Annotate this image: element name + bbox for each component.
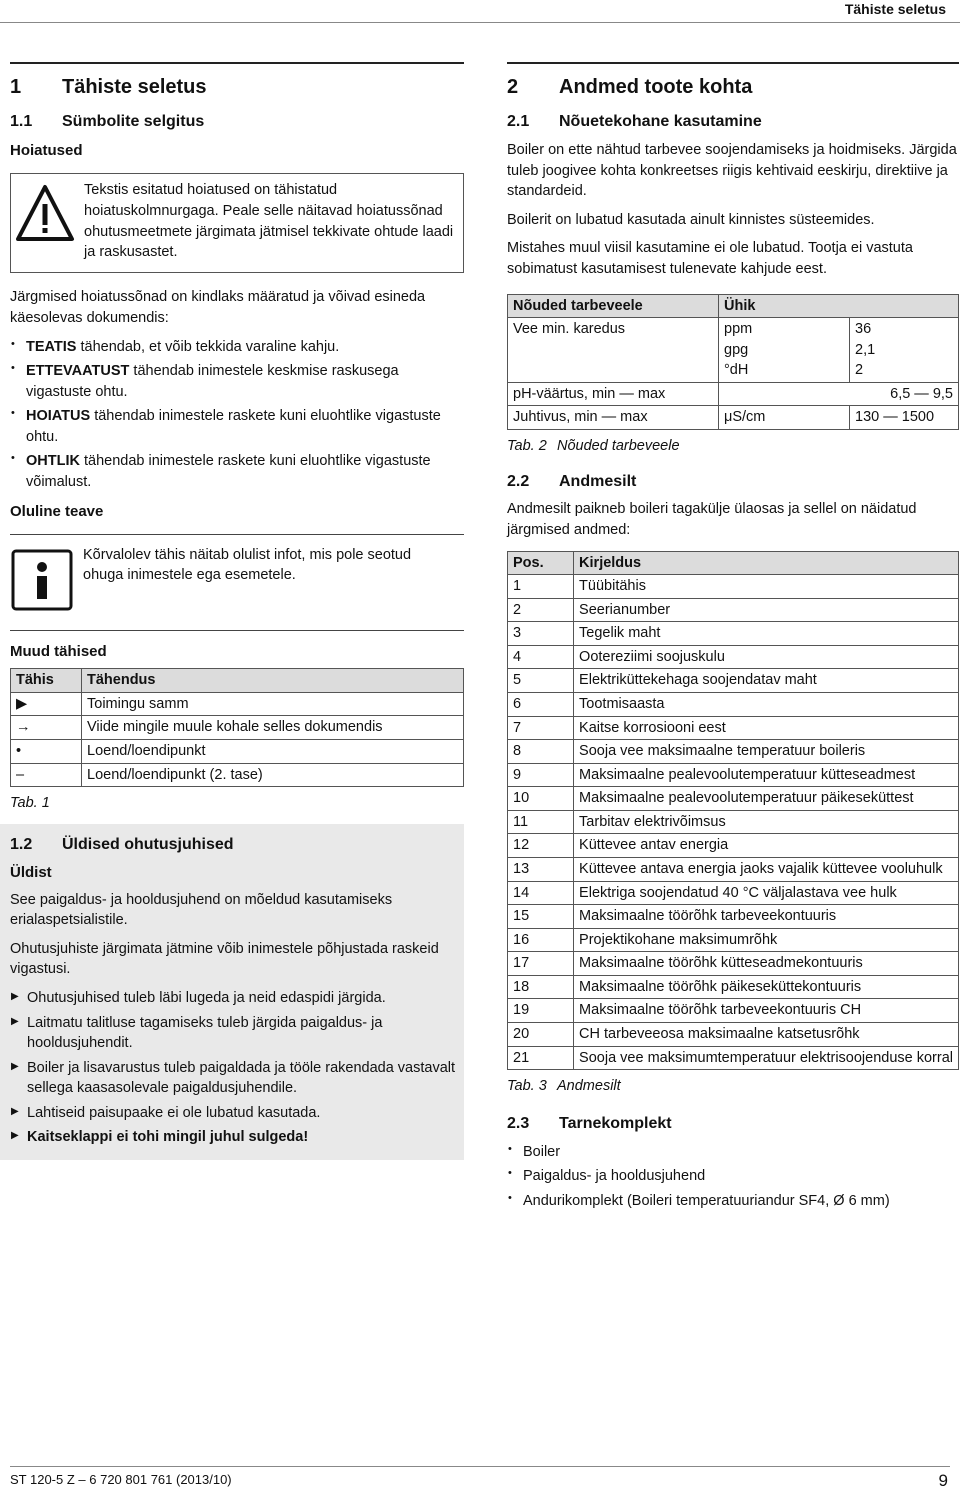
- action-step: ▶ Laitmatu talitluse tagamiseks tuleb järgida paigaldus- ja hooldusjuhendit.: [10, 1013, 460, 1054]
- desc-cell: Seerianumber: [574, 598, 959, 622]
- warnings-heading: Hoiatused: [10, 142, 83, 160]
- requirement-label: Vee min. karedus: [508, 318, 719, 383]
- value-gpg: 2,1: [855, 341, 876, 358]
- table-header: Tähis: [11, 669, 82, 693]
- section-2-heading: [507, 62, 959, 101]
- general-paragraph-1: See paigaldus- ja hooldusjuhend on mõeldud kasutamiseks erialaspetsialistile.: [10, 891, 393, 929]
- table-header: Nõuded tarbeveele: [508, 294, 719, 318]
- meaning-cell: Loend/loendipunkt (2. tase): [82, 763, 464, 787]
- list-item: [10, 361, 464, 402]
- desc-cell: Tootmisaasta: [574, 692, 959, 716]
- section-number: 2.1: [507, 113, 530, 131]
- list-item: [10, 451, 464, 492]
- pos-cell: 9: [508, 763, 574, 787]
- pos-cell: 17: [508, 952, 574, 976]
- value-dh: 2: [855, 362, 864, 379]
- desc-cell: Maksimaalne töörõhk tarbeveekontuuris: [574, 905, 959, 929]
- table-header: Kirjeldus: [574, 551, 959, 575]
- signal-description: tähendab inimestele keskmise raskusega vigastuste ohtu.: [26, 363, 399, 400]
- pos-cell: 20: [508, 1023, 574, 1047]
- pos-cell: 5: [508, 669, 574, 693]
- unit-cell: [719, 318, 850, 383]
- caption-text: Andmesilt: [557, 1078, 621, 1095]
- table-row: [508, 952, 959, 976]
- pos-cell: 4: [508, 645, 574, 669]
- table-row: [508, 406, 959, 430]
- desc-cell: Elektriga soojendatud 40 °C väljalastava vee hulk: [574, 881, 959, 905]
- other-symbols-heading: Muud tähised: [10, 642, 107, 660]
- table-header: Ühik: [719, 294, 850, 318]
- safety-actions-list: [10, 988, 460, 1148]
- warning-box-text: Tekstis esitatud hoiatused on tähistatud hoiatuskolmnurgaga. Peale selle näitavad hoiatussõnad ohutusmeetmete järgimata jätmisel tekkivate ohtude laadi ja raskusastet.: [84, 182, 454, 261]
- nameplate-intro: Andmesilt paikneb boileri tagakülje ülaosas ja sellel on näidatud järgmised andmed:: [507, 501, 917, 538]
- table-row: [508, 1046, 959, 1070]
- caption-label: Tab. 2: [507, 438, 547, 455]
- desc-cell: Maksimaalne töörõhk kütteseadmekontuuris: [574, 952, 959, 976]
- pos-cell: 15: [508, 905, 574, 929]
- signal-description: tähendab inimestele raskete kuni eluohtlike vigastuste võimalust.: [26, 453, 431, 491]
- section-title: Andmesilt: [559, 472, 637, 490]
- table-row: [508, 645, 959, 669]
- section-number: 1.2: [10, 835, 33, 853]
- pos-cell: 8: [508, 740, 574, 764]
- section-number: 2.2: [507, 472, 530, 490]
- signal-description: tähendab inimestele raskete kuni eluohtlike vigastuste ohtu.: [26, 408, 441, 445]
- table-header: Pos.: [508, 551, 574, 575]
- table-row: [508, 622, 959, 646]
- info-icon: [11, 549, 73, 618]
- desc-cell: CH tarbeveeosa maksimaalne katsetusrõhk: [574, 1023, 959, 1047]
- desc-cell: Maksimaalne pealevoolutemperatuur päikeseküttest: [574, 787, 959, 811]
- value-ppm: 36: [855, 321, 872, 338]
- table-row: [508, 382, 959, 406]
- running-title: Tähiste seletus: [844, 1, 946, 17]
- section-2-3-heading: [507, 1113, 959, 1136]
- section-title: Sümbolite selgitus: [62, 113, 205, 131]
- table-row: [508, 692, 959, 716]
- unit-ppm: ppm: [724, 321, 753, 338]
- section-title: Tähiste seletus: [62, 76, 207, 98]
- section-2-1-heading: [507, 111, 959, 134]
- info-box: [10, 534, 464, 631]
- table-header: Tähendus: [82, 669, 464, 693]
- section-title: Nõuetekohane kasutamine: [559, 113, 762, 131]
- nameplate-table: [507, 551, 959, 1071]
- section-number: 2: [507, 76, 519, 98]
- desc-cell: Kaitse korrosiooni eest: [574, 716, 959, 740]
- symbols-table: [10, 668, 464, 787]
- table-row: [11, 716, 464, 740]
- desc-cell: Elektriküttekehaga soojendatav maht: [574, 669, 959, 693]
- table-row: [508, 669, 959, 693]
- pos-cell: 18: [508, 975, 574, 999]
- delivery-list: [507, 1142, 959, 1212]
- table-row: [11, 692, 464, 716]
- action-step-bold: ▶ Kaitseklappi ei tohi mingil juhul sulgeda!: [10, 1127, 460, 1148]
- section-title: Andmed toote kohta: [559, 76, 753, 98]
- table-row: [508, 858, 959, 882]
- signal-words-intro: Järgmised hoiatussõnad on kindlaks määratud ja võivad esineda käesolevas dokumendis:: [10, 289, 426, 326]
- left-column: [10, 62, 464, 1160]
- pos-cell: 14: [508, 881, 574, 905]
- symbol-cell: –: [11, 763, 82, 787]
- caption-label: Tab. 3: [507, 1078, 547, 1095]
- intended-use-paragraph-2: Boilerit on lubatud kasutada ainult kinnistes süsteemides.: [507, 211, 875, 228]
- list-item: [10, 406, 464, 447]
- value-cell: [850, 318, 959, 383]
- pos-cell: 10: [508, 787, 574, 811]
- section-1-2-heading: [10, 834, 460, 857]
- unit-cell: μS/cm: [719, 406, 850, 430]
- desc-cell: Küttevee antav energia: [574, 834, 959, 858]
- page-footer: [10, 1466, 950, 1489]
- list-item: • Paigaldus- ja hooldusjuhend: [507, 1166, 959, 1187]
- list-item: • Boiler: [507, 1142, 959, 1163]
- desc-cell: Tarbitav elektrivõimsus: [574, 810, 959, 834]
- table-row: [508, 740, 959, 764]
- table-row: [11, 739, 464, 763]
- table-row: [508, 928, 959, 952]
- table-row: [508, 905, 959, 929]
- value-cell: 6,5 — 9,5: [719, 382, 959, 406]
- pos-cell: 19: [508, 999, 574, 1023]
- section-number: 1: [10, 76, 22, 98]
- list-item: • Andurikomplekt (Boileri temperatuuriandur SF4, Ø 6 mm): [507, 1191, 959, 1212]
- safety-section: [0, 824, 464, 1160]
- general-heading: Üldist: [10, 864, 52, 882]
- signal-word: HOIATUS: [26, 408, 91, 425]
- desc-cell: Projektikohane maksimumrõhk: [574, 928, 959, 952]
- table-header-row: [11, 669, 464, 693]
- symbol-cell: •: [11, 739, 82, 763]
- signal-description: tähendab, et võib tekkida varaline kahju.: [76, 338, 340, 355]
- desc-cell: Tegelik maht: [574, 622, 959, 646]
- section-title: Tarnekomplekt: [559, 1114, 672, 1132]
- table-row: [508, 1023, 959, 1047]
- document-code: ST 120-5 Z – 6 720 801 761 (2013/10): [10, 1472, 232, 1487]
- action-step: ▶ Lahtiseid paisupaake ei ole lubatud kasutada.: [10, 1103, 460, 1124]
- signal-word: OHTLIK: [26, 453, 80, 470]
- table-header-row: [508, 294, 959, 318]
- caption-text: Nõuded tarbeveele: [557, 438, 680, 455]
- table-header-empty: [850, 294, 959, 318]
- action-step: ▶ Ohutusjuhised tuleb läbi lugeda ja neid edaspidi järgida.: [10, 988, 460, 1009]
- section-2-2-heading: [507, 471, 959, 494]
- unit-dh: °dH: [724, 362, 749, 379]
- symbol-cell: ▶: [11, 692, 82, 716]
- signal-word: TEATIS: [26, 338, 77, 355]
- pos-cell: 1: [508, 575, 574, 599]
- desc-cell: Maksimaalne töörõhk tarbeveekontuuris CH: [574, 999, 959, 1023]
- pos-cell: 6: [508, 692, 574, 716]
- table-row: [508, 575, 959, 599]
- value-cell: 130 — 1500: [850, 406, 959, 430]
- desc-cell: Küttevee antava energia jaoks vajalik küttevee vooluhulk: [574, 858, 959, 882]
- pos-cell: 3: [508, 622, 574, 646]
- signal-words-list: [10, 337, 464, 493]
- running-header: [0, 0, 960, 23]
- meaning-cell: Viide mingile muule kohale selles dokumendis: [82, 716, 464, 740]
- table-row: [11, 763, 464, 787]
- symbol-cell: →: [11, 716, 82, 740]
- info-box-text: Kõrvalolev tähis näitab olulist infot, mis pole seotud ohuga inimestele ega esemetele.: [83, 546, 412, 584]
- desc-cell: Tüübitähis: [574, 575, 959, 599]
- table-row: [508, 834, 959, 858]
- section-number: 2.3: [507, 1114, 530, 1132]
- table-row: [508, 716, 959, 740]
- pos-cell: 12: [508, 834, 574, 858]
- action-step: ▶ Boiler ja lisavarustus tuleb paigaldada ja tööle rakendada vastavalt sellega kaasasolevale paigaldusjuhendile.: [10, 1058, 460, 1099]
- section-1-1-heading: [10, 111, 464, 134]
- desc-cell: Maksimaalne töörõhk päikeseküttekontuuris: [574, 975, 959, 999]
- section-title: Üldised ohutusjuhised: [62, 835, 234, 853]
- water-requirements-table: [507, 294, 959, 430]
- desc-cell: Sooja vee maksimumtemperatuur elektrisoojenduse korral: [574, 1046, 959, 1070]
- info-heading: Oluline teave: [10, 502, 104, 520]
- list-item: [10, 337, 464, 358]
- right-column: [507, 62, 959, 1219]
- table-3-caption: [507, 1076, 959, 1097]
- table-row: [508, 999, 959, 1023]
- table-row: [508, 318, 959, 383]
- pos-cell: 13: [508, 858, 574, 882]
- table-row: [508, 810, 959, 834]
- requirement-label: Juhtivus, min — max: [508, 406, 719, 430]
- desc-cell: Maksimaalne pealevoolutemperatuur kütteseadmest: [574, 763, 959, 787]
- warning-triangle-icon: [15, 184, 75, 251]
- table-1-caption: Tab. 1: [10, 795, 50, 812]
- intended-use-paragraph-1: Boiler on ette nähtud tarbevee soojendamiseks ja hoidmiseks. Järgida tuleb joogivee kohta konkreetses riigis kehtivaid eeskirju, direktiive ja standardeid.: [507, 142, 957, 200]
- pos-cell: 16: [508, 928, 574, 952]
- pos-cell: 2: [508, 598, 574, 622]
- desc-cell: Sooja vee maksimaalne temperatuur boileris: [574, 740, 959, 764]
- requirement-label: pH-väärtus, min — max: [508, 382, 719, 406]
- table-row: [508, 975, 959, 999]
- table-2-caption: [507, 436, 959, 457]
- meaning-cell: Toimingu samm: [82, 692, 464, 716]
- table-row: [508, 787, 959, 811]
- section-number: 1.1: [10, 113, 33, 131]
- intended-use-paragraph-3: Mistahes muul viisil kasutamine ei ole lubatud. Tootja ei vastuta sobimatust kasutamisest tulenevate kahjude eest.: [507, 240, 913, 277]
- section-1-heading: [10, 62, 464, 101]
- unit-gpg: gpg: [724, 341, 749, 358]
- meaning-cell: Loend/loendipunkt: [82, 739, 464, 763]
- desc-cell: Ootereziimi soojuskulu: [574, 645, 959, 669]
- signal-word: ETTEVAATUST: [26, 363, 130, 380]
- table-row: [508, 763, 959, 787]
- pos-cell: 11: [508, 810, 574, 834]
- warning-box: [10, 173, 464, 273]
- page-number: 9: [938, 1471, 948, 1490]
- table-row: [508, 598, 959, 622]
- pos-cell: 7: [508, 716, 574, 740]
- pos-cell: 21: [508, 1046, 574, 1070]
- table-header-row: [508, 551, 959, 575]
- table-row: [508, 881, 959, 905]
- general-paragraph-2: Ohutusjuhiste järgimata jätmine võib inimestele põhjustada raskeid vigastusi.: [10, 940, 439, 978]
